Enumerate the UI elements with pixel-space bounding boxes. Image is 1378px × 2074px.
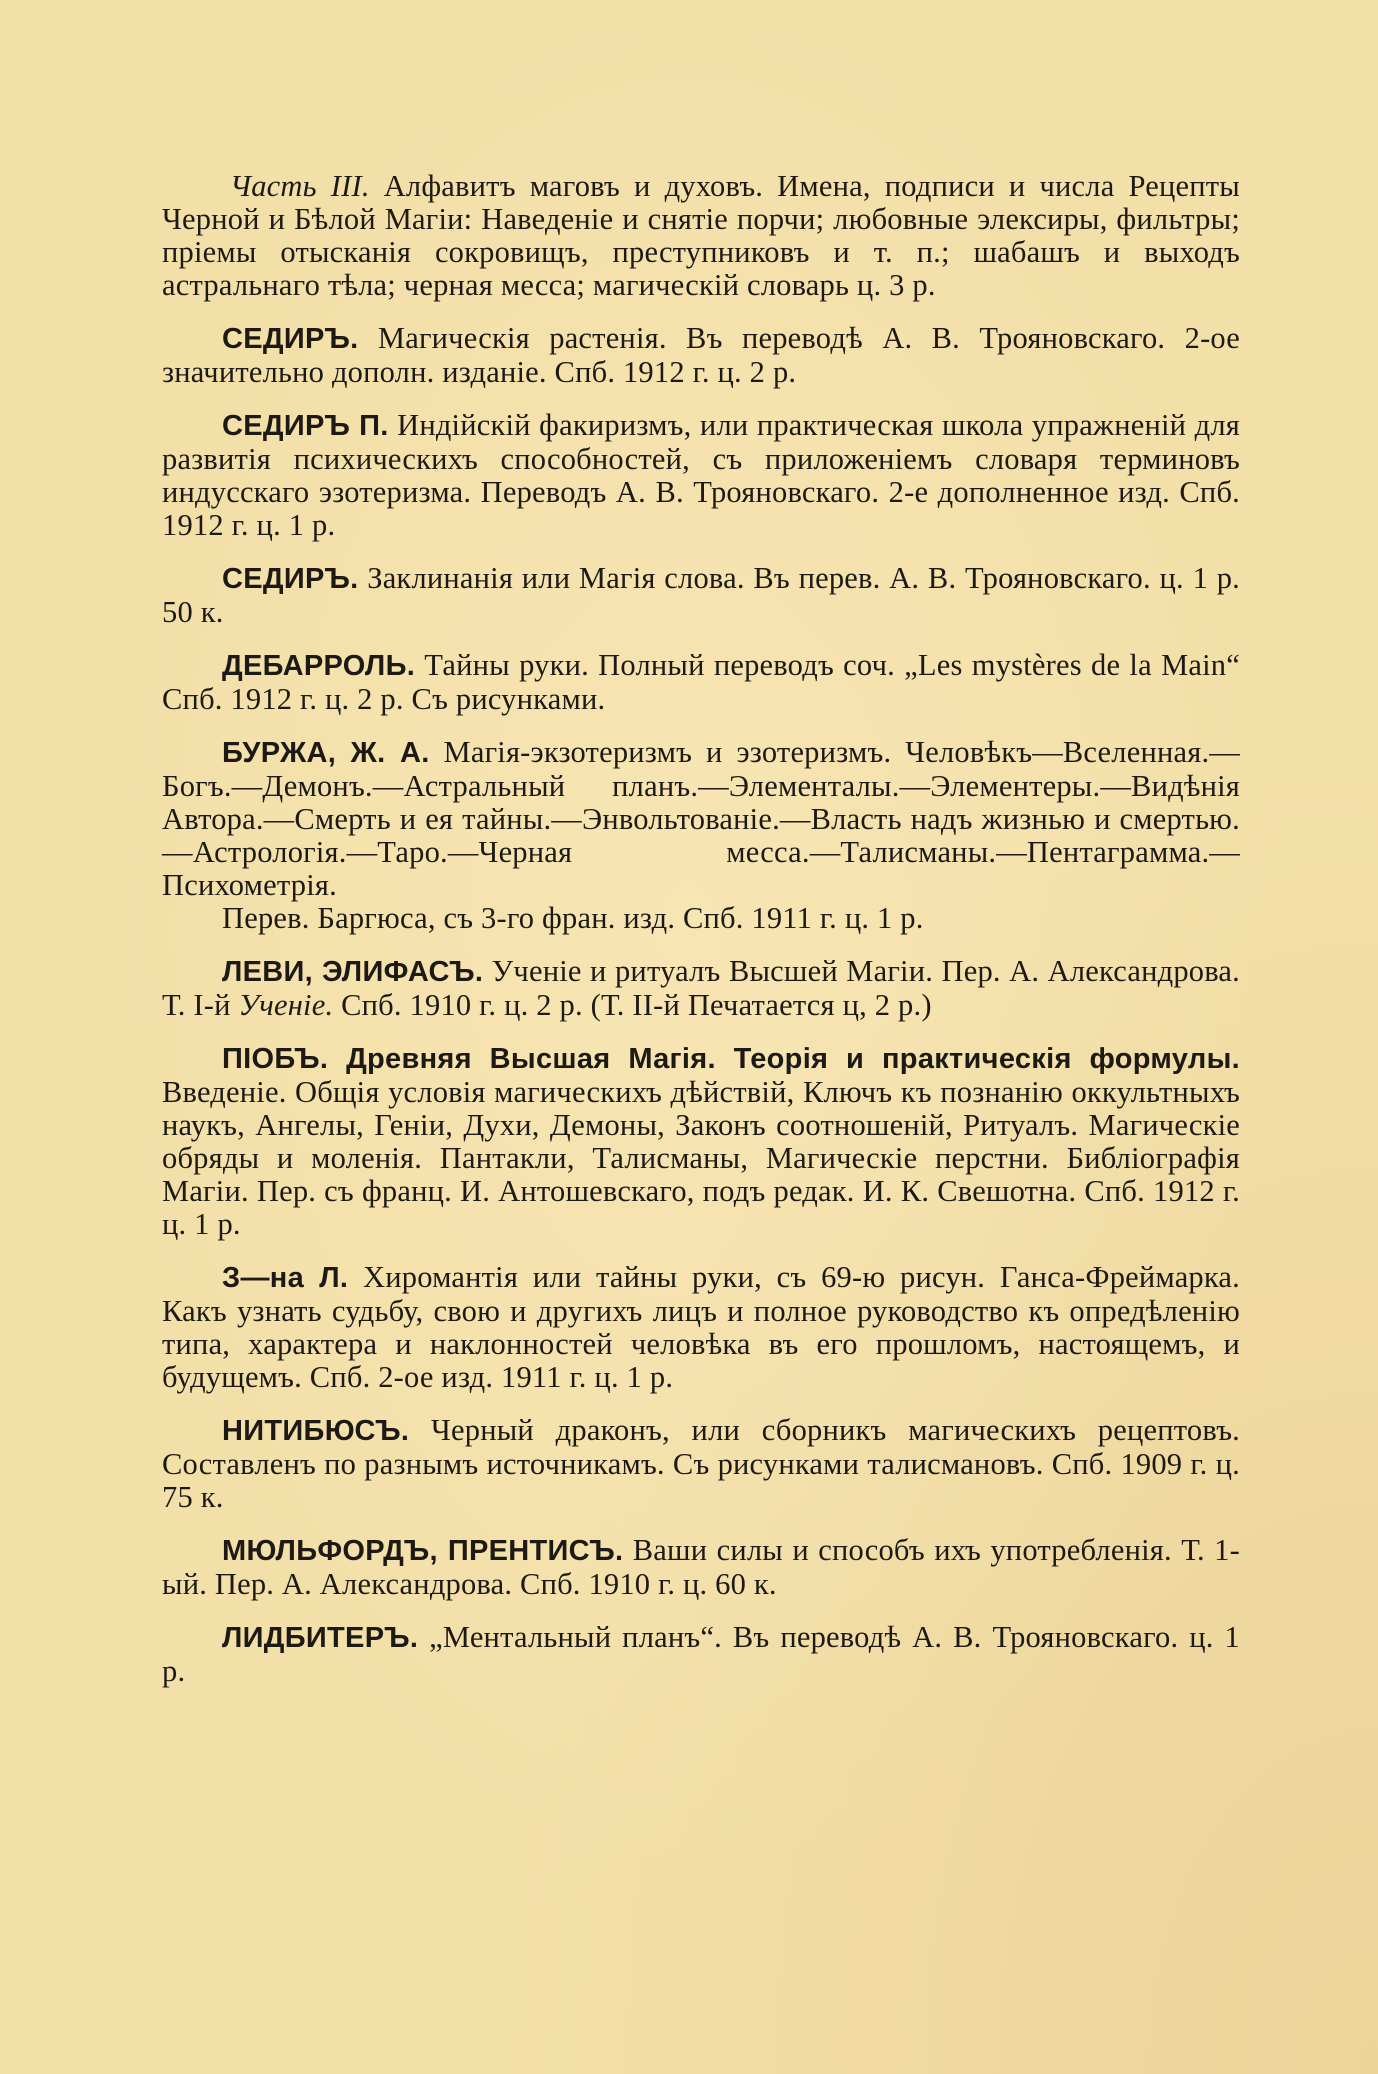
catalog-entry: [162, 409, 1240, 542]
catalog-entry: [162, 736, 1240, 935]
catalog-entry: [162, 1621, 1240, 1688]
entry-text: Ученіе и ритуалъ Высшей Магіи. Пер. А. Александрова. Т. I-й: [162, 954, 1240, 1022]
entry-author: МЮЛЬФОРДЪ, ПРЕНТИСЪ.: [222, 1535, 624, 1567]
entry-text: Магія-экзотеризмъ и эзотеризмъ. Человѣкъ—Вселенная.—Богъ.—Демонъ.—Астральный планъ.—Элементалы.—Элементеры.—Видѣнія Автора.—Смерть и ея тайны.—Энвольтованіе.—Власть надъ жизнью и смертью.—Астрологія.—Таро.—Черная месса.—Талисманы.—Пентаграмма.—Психометрія.: [162, 735, 1240, 902]
entry-author: З—на Л.: [222, 1262, 349, 1294]
entry-author: БУРЖА, Ж. А.: [222, 737, 430, 769]
catalog-entry: [162, 955, 1240, 1022]
entry-author: СЕДИРЪ.: [222, 323, 359, 355]
entry-text: Хиромантія или тайны руки, съ 69-ю рисун. Ганса-Фреймарка. Какъ узнать судьбу, свою и другихъ лицъ и полное руководство къ опредѣленію типа, характера и наклонностей человѣка въ его прошломъ, настоящемъ, и будущемъ. Спб. 2-ое изд. 1911 г. ц. 1 р.: [162, 1260, 1240, 1394]
entry-text: Ваши силы и способъ ихъ употребленія. Т. 1-ый. Пер. А. Александрова. Спб. 1910 г. ц. 60 к.: [162, 1533, 1240, 1601]
catalog-entry: [162, 1042, 1240, 1241]
entry-author: СЕДИРЪ.: [222, 563, 359, 595]
entry-author: СЕДИРЪ П.: [222, 410, 389, 442]
catalog-entry: [162, 1534, 1240, 1601]
entry-bold-title: Древняя Высшая Магія. Теорія и практическія формулы.: [328, 1043, 1240, 1075]
entry-text: „Ментальный планъ“. Въ переводѣ А. В. Трояновскаго. ц. 1 р.: [162, 1620, 1240, 1688]
entry-text: Спб. 1910 г. ц. 2 р. (Т. II-й Печатается ц, 2 р.): [333, 988, 932, 1022]
catalog-entry: [162, 170, 1240, 302]
catalog-entry: [162, 322, 1240, 389]
entry-italic-text: Ученіе.: [238, 988, 334, 1022]
entry-text: Индійскій факиризмъ, или практическая школа упражненій для развитія психическихъ способностей, съ приложеніемъ словаря терминовъ индусскаго эзотеризма. Переводъ А. В. Трояновскаго. 2-е дополненное изд. Спб. 1912 г. ц. 1 р.: [162, 408, 1240, 542]
entry-author: ДЕБАРРОЛЬ.: [222, 650, 416, 682]
catalog-page: [162, 170, 1240, 1708]
entry-subline: Перев. Баргюса, съ 3-го фран. изд. Спб. 1911 г. ц. 1 р.: [222, 901, 924, 935]
entry-text: Заклинанія или Магія слова. Въ перев. А. В. Трояновскаго. ц. 1 р. 50 к.: [162, 561, 1240, 629]
entry-text: Введеніе. Общія условія магическихъ дѣйствій, Ключъ къ познанію оккультныхъ наукъ, Ангелы, Геніи, Духи, Демоны, Законъ соотношеній, Ритуалъ. Магическіе обряды и моленія. Пантакли, Талисманы, Магическіе перстни. Библіографія Магіи. Пер. съ франц. И. Антошевскаго, подъ редак. И. К. Свешотна. Спб. 1912 г. ц. 1 р.: [162, 1075, 1240, 1241]
catalog-entry: [162, 1414, 1240, 1514]
catalog-entry: [162, 649, 1240, 716]
entry-author: НИТИБЮСЪ.: [222, 1415, 410, 1447]
entry-text: Тайны руки. Полный переводъ соч. „Les mystères de la Main“ Спб. 1912 г. ц. 2 р. Съ рисунками.: [162, 648, 1240, 716]
entry-author: ЛИДБИТЕРЪ.: [222, 1622, 419, 1654]
catalog-entry: [162, 562, 1240, 629]
entry-text: Черный драконъ, или сборникъ магическихъ рецептовъ. Составленъ по разнымъ источникамъ. Съ рисунками талисмановъ. Спб. 1909 г. ц. 75 к.: [162, 1413, 1240, 1514]
entry-text: Алфавитъ маговъ и духовъ. Имена, подписи и числа Рецепты Черной и Бѣлой Магіи: Наведеніе и снятіе порчи; любовные элексиры, фильтры; пріемы отысканія сокровищъ, преступниковъ и т. п.; шабашъ и выходъ астральнаго тѣла; черная месса; магическій словарь ц. 3 р.: [162, 169, 1240, 302]
entry-text: Магическія растенія. Въ переводѣ А. В. Трояновскаго. 2-ое значительно дополн. изданіе. Спб. 1912 г. ц. 2 р.: [162, 321, 1240, 389]
entry-lead-italic: Часть III.: [230, 169, 370, 203]
entry-author: ПІОБЪ.: [222, 1043, 329, 1075]
entry-author: ЛЕВИ, ЭЛИФАСЪ.: [222, 956, 484, 988]
catalog-entry: [162, 1261, 1240, 1394]
